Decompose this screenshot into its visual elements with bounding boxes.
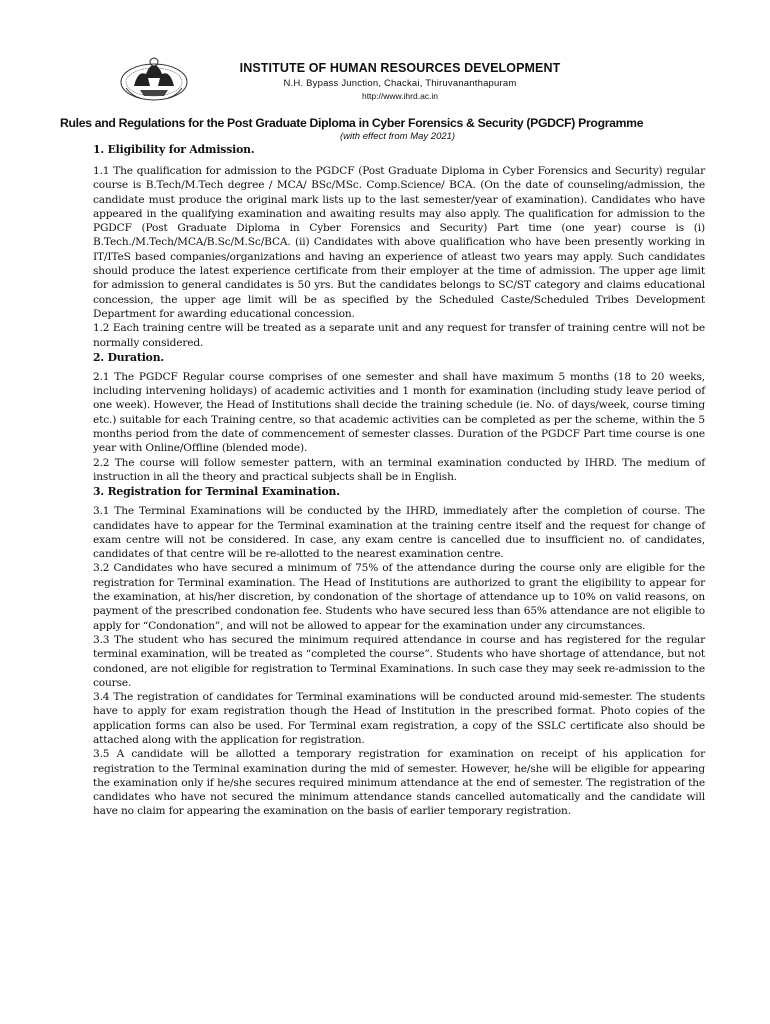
paragraph-1-2: 1.2 Each training centre will be treated as a separate unit and any request for transfer of training centre will not be normally considered. bbox=[93, 322, 705, 349]
paragraph-3-5: 3.5 A candidate will be allotted a temporary registration for examination on receipt of his application for registration to the Terminal examination during the mid of semester. However, he/she will be eligible for appearing the examination only if he/she secures required minimum attendance at the end of semester. The registration of the candidates who have not secured the minimum attendance stands cancelled automatically and the candidate will have no claim for appearing the examination on the basis of earlier temporary registration. bbox=[93, 748, 705, 818]
paragraph-1-1: 1.1 The qualification for admission to the PGDCF (Post Graduate Diploma in Cyber Forensics and Security) regular course is B.Tech/M.Tech degree / MCA/ BSc/MSc. Comp.Science/ BCA. (On the date of counseling/admission, the candidate must produce the original mark lists up to the last semester/year of examination). Candidates who have appeared in the qualifying examination and awaiting results may also apply. The qualification for admission to the PGDCF (Post Graduate Diploma in Cyber Forensics and Security) Part time (one year) course is (i) B.Tech./M.Tech/MCA/B.Sc/M.Sc/BCA. (ii) Candidates with above qualification who have been presently working in IT/ITeS based companies/organizations and having an experience of atleast two years may apply. Such candidates should produce the latest experience certificate from their employer at the time of admission. The upper age limit for admission to general candidates is 50 yrs. But the candidates belongs to SC/ST category and claims educational concession, the upper age limit will be as specified by the Scheduled Caste/Scheduled Tribes Development Department for awarding educational concession. bbox=[93, 165, 705, 320]
paragraph-3-1: 3.1 The Terminal Examinations will be conducted by the IHRD, immediately after the completion of course. The candidates have to appear for the Terminal examination at the training centre itself and the request for change of exam centre will not be considered. In case, any exam centre is cancelled due to insufficient no. of candidates, candidates of that centre will be re-allotted to the nearest examination centre. bbox=[93, 505, 705, 561]
paragraph-2-2: 2.2 The course will follow semester pattern, with an terminal examination conducted by IHRD. The medium of instruction in all the theory and practical subjects shall be in English. bbox=[93, 456, 705, 483]
document-title: Rules and Regulations for the Post Graduate Diploma in Cyber Forensics & Security (PGDCF) Programme bbox=[60, 116, 644, 130]
paragraph-3-3: 3.3 The student who has secured the minimum required attendance in course and has registered for the regular terminal examination, will be treated as “completed the course”. Students who have shortage of attendance, but not condoned, are not eligible for registration to Terminal Examinations. In such case they may seek re-admission to the course. bbox=[93, 633, 705, 689]
paragraph-2-1: 2.1 The PGDCF Regular course comprises of one semester and shall have maximum 5 months (18 to 20 weeks, including intervening holidays) of academic activities and 1 month for examination (including study leave period of one week). However, the Head of Institutions shall decide the training schedule (ie. No. of days/week, course timing etc.) suitable for each Training centre, so that academic activities can be completed as per the scheme, within the 5 months period from the date of commencement of semester classes. Duration of the PGDCF Part time course is one year with Online/Offline (blended mode). bbox=[93, 370, 705, 455]
institute-url: http://www.ihrd.ac.in bbox=[361, 91, 439, 101]
paragraph-3-2: 3.2 Candidates who have secured a minimum of 75% of the attendance during the course only are eligible for the registration for Terminal examination. The Head of Institutions are authorized to grant the eligibility to appear for the examination, at his/her discretion, by condonation of the shortage of attendance up to 10% on valid reasons, on payment of the prescribed condonation fee. Students who have secured less than 65% attendance are not eligible to apply for “Condonation”, and will not be allowed to appear for the examination under any circumstances. bbox=[93, 562, 705, 632]
ihrd-emblem-logo bbox=[118, 56, 190, 102]
section-heading-registration: 3. Registration for Terminal Examination. bbox=[93, 485, 340, 499]
institute-name: INSTITUTE OF HUMAN RESOURCES DEVELOPMENT bbox=[239, 61, 561, 75]
document-header bbox=[195, 61, 605, 101]
institute-address: N.H. Bypass Junction, Chackai, Thiruvananthapuram bbox=[283, 78, 517, 89]
paragraph-3-4: 3.4 The registration of candidates for Terminal examinations will be conducted around mid-semester. The students have to apply for exam registration though the Head of Institution in the prescribed format. Photo copies of the application forms can also be used. For Terminal exam registration, a copy of the SSLC certificate also should be attached along with the application for registration. bbox=[93, 691, 705, 746]
document-body bbox=[93, 142, 705, 819]
section-heading-duration: 2. Duration. bbox=[93, 350, 165, 364]
section-heading-eligibility: 1. Eligibility for Admission. bbox=[93, 143, 255, 156]
document-subtitle: (with effect from May 2021) bbox=[340, 131, 456, 142]
